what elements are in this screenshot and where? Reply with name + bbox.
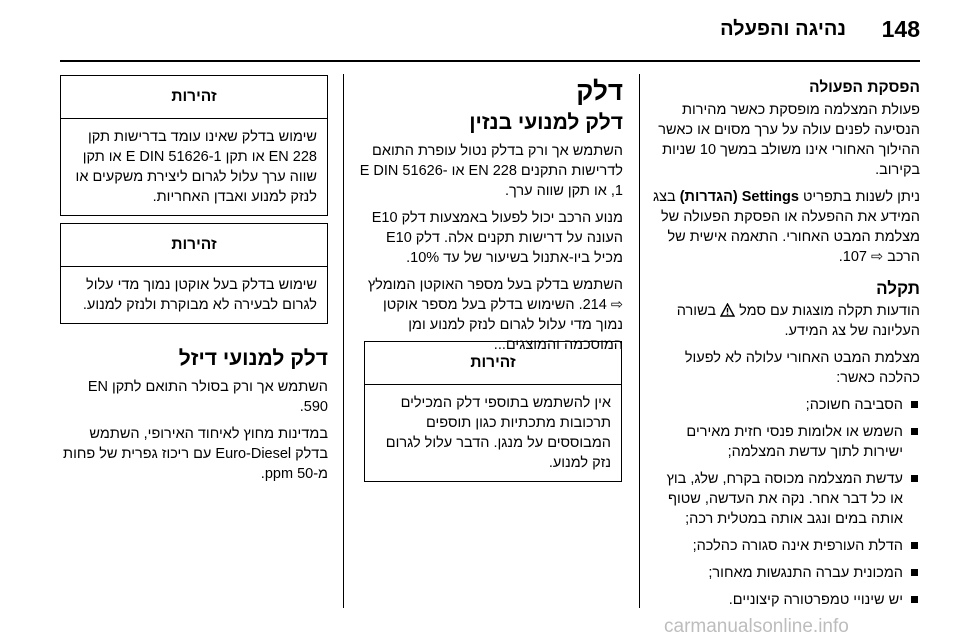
- header-rule: [60, 60, 920, 62]
- diesel-sulfur-paragraph: במדינות מחוץ לאיחוד האירופי, השתמש בדלק Euro-Diesel עם ריכוז גפרית של פחות מ-50 ppm.: [63, 426, 328, 482]
- warning-title: זהירות: [365, 342, 621, 385]
- warning-title: זהירות: [61, 76, 327, 119]
- settings-paragraph: ניתן לשנות בתפריט Settings (הגדרות) בצג המידע את ההפעלה או הפסקת הפעולה של מצלמת המבט האחורי. התאמה אישית של הרכב ⇨ 107.: [652, 189, 920, 265]
- page-header-title: נהיגה והפעלה: [720, 18, 846, 40]
- left-column: [60, 346, 328, 491]
- right-column: [650, 78, 920, 617]
- column-divider-left: [343, 74, 344, 608]
- column-divider-right: [639, 74, 640, 608]
- list-item: הסביבה חשוכה;: [650, 395, 920, 415]
- list-item: הדלת העורפית אינה סגורה כהלכה;: [650, 536, 920, 556]
- warning-text: שימוש בדלק שאינו עומד בדרישות תקן EN 228 או תקן E DIN 51626-1 או תקן שווה ערך עלול לגרום ליצירת משקעים או לנזק למנוע ואבדן האחריות.: [75, 129, 317, 205]
- warning-title: זהירות: [61, 224, 327, 267]
- warning-text: שימוש בדלק בעל אוקטן נמוך מדי עלול לגרום לבעירה לא מבוקרת ולנזק למנוע.: [82, 277, 317, 313]
- list-item: עדשת המצלמה מכוסה בקרח, שלג, בוץ או כל דבר אחר. נקה את העדשה, שטוף אותה במים ונגב אותה במטלית רכה;: [650, 469, 920, 529]
- section-title-deactivation: הפסקת הפעולה: [809, 79, 920, 96]
- deactivation-paragraph: פעולת המצלמה מופסקת כאשר מהירות הנסיעה לפנים עולה על ערך מסוים או כאשר ההילוך האחורי אינו משולב במשך 10 שניות בקירוב.: [658, 102, 920, 178]
- warning-triangle-icon: [720, 303, 735, 317]
- list-item: השמש או אלומות פנסי חזית מאירים ישירות לתוך עדשת המצלמה;: [650, 422, 920, 462]
- fault-message-paragraph: הודעות תקלה מוצגות עם סמל בשורה העליונה של צג המידע.: [676, 303, 920, 339]
- warning-box-fuel-standard: [60, 75, 328, 216]
- petrol-fuel-heading: דלק למנועי בנזין: [469, 111, 623, 134]
- warning-text: אין להשתמש בתוספי דלק המכילים תרכובות מתכתיות כגון תוספים המבוססים על מנגן. הדבר עלול לגרום נזק למנוע.: [385, 395, 611, 471]
- warning-box-low-octane: [60, 223, 328, 324]
- list-item: המכונית עברה התנגשות מאחור;: [650, 563, 920, 583]
- octane-paragraph: השתמש בדלק בעל מספר האוקטן המומלץ ⇨ 214. השימוש בדלק בעל מספר אוקטן נמוך מדי עלול לגרום לנזק למנוע ומן המוסכמה והמוצגים...: [367, 277, 623, 353]
- malfunction-conditions-list: [650, 395, 920, 610]
- watermark: carmanualsonline.info: [664, 616, 849, 637]
- section-title-fault: תקלה: [876, 279, 920, 298]
- warning-box-additives: [364, 341, 622, 482]
- petrol-standard-paragraph: השתמש אך ורק בדלק נטול עופרת התואם לדרישות התקנים EN 228 או E DIN 51626-1, או תקן שווה ערך.: [359, 143, 623, 199]
- settings-menu-label: Settings (הגדרות): [679, 189, 799, 205]
- middle-column: [355, 76, 623, 362]
- malfunction-intro: מצלמת המבט האחורי עלולה לא לפעול כהלכה כאשר:: [684, 350, 920, 386]
- diesel-standard-paragraph: השתמש אך ורק בסולר התואם לתקן EN 590.: [87, 379, 328, 415]
- fuel-heading: דלק: [576, 76, 623, 106]
- e10-paragraph: מנוע הרכב יכול לפעול באמצעות דלק E10 העונה על דרישות תקנים אלה. דלק E10 מכיל ביו-אתנול בשיעור של עד 10%.: [371, 210, 623, 266]
- list-item: יש שינויי טמפרטורה קיצוניים.: [650, 590, 920, 610]
- page-number: 148: [881, 16, 920, 42]
- diesel-fuel-heading: דלק למנועי דיזל: [178, 347, 328, 370]
